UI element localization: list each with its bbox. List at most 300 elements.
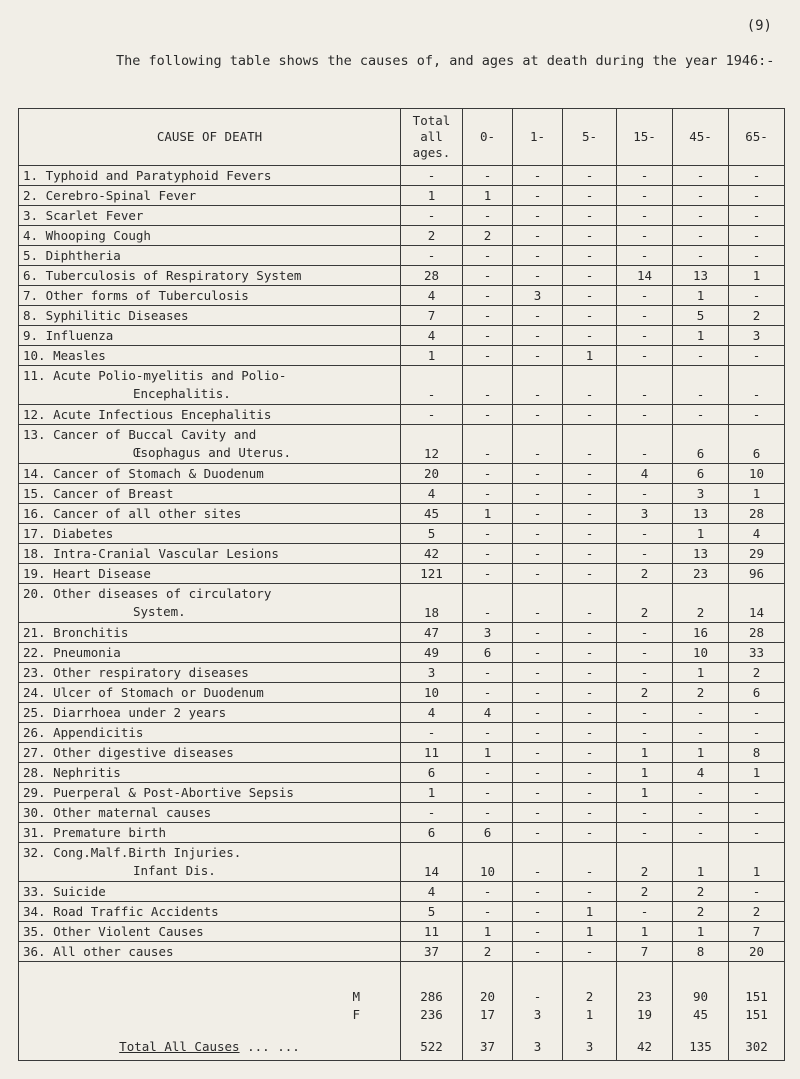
table-row bbox=[19, 843, 785, 882]
age-cell: 2 bbox=[617, 843, 673, 882]
table-row bbox=[19, 504, 785, 524]
age-cell: - bbox=[617, 703, 673, 723]
age-cell: 2 bbox=[729, 306, 785, 326]
page-number: (9) bbox=[746, 18, 772, 34]
age-cell: - bbox=[673, 803, 729, 823]
age-cell: 13 bbox=[673, 266, 729, 286]
table-row bbox=[19, 166, 785, 186]
cause-cell: 9. Influenza bbox=[19, 326, 401, 346]
total-label: Total All Causes ... ... bbox=[19, 1024, 401, 1061]
age-header-45: 45- bbox=[673, 109, 729, 166]
age-cell: 1 bbox=[673, 663, 729, 683]
age-cell: - bbox=[617, 544, 673, 564]
table-row bbox=[19, 544, 785, 564]
age-cell: - bbox=[729, 366, 785, 405]
age-cell: - bbox=[513, 425, 563, 464]
age-cell: 7 bbox=[729, 922, 785, 942]
age-cell: 2 bbox=[617, 564, 673, 584]
total-cell: 4 bbox=[401, 882, 463, 902]
total-age-5: 3 bbox=[563, 1024, 617, 1061]
table-row bbox=[19, 902, 785, 922]
age-cell: - bbox=[563, 366, 617, 405]
age-cell: - bbox=[617, 346, 673, 366]
total-cell: 6 bbox=[401, 823, 463, 843]
age-cell: - bbox=[563, 326, 617, 346]
age-cell: - bbox=[463, 306, 513, 326]
table-row bbox=[19, 942, 785, 962]
total-cell: 1 bbox=[401, 346, 463, 366]
cause-cell: 28. Nephritis bbox=[19, 763, 401, 783]
header-row bbox=[19, 109, 785, 166]
cause-cell: 7. Other forms of Tuberculosis bbox=[19, 286, 401, 306]
total-cell: 1 bbox=[401, 186, 463, 206]
table-row bbox=[19, 803, 785, 823]
age-cell: 6 bbox=[673, 425, 729, 464]
age-cell: - bbox=[513, 564, 563, 584]
total-cell: 6 bbox=[401, 763, 463, 783]
age-cell: - bbox=[463, 484, 513, 504]
age-header-15: 15- bbox=[617, 109, 673, 166]
age-cell: - bbox=[563, 723, 617, 743]
total-cell: - bbox=[401, 166, 463, 186]
age-cell: 20 bbox=[729, 942, 785, 962]
age-cell: 14 bbox=[729, 584, 785, 623]
age-cell: 10 bbox=[729, 464, 785, 484]
total-cell: 4 bbox=[401, 286, 463, 306]
total-cell: 7 bbox=[401, 306, 463, 326]
age-cell: 1 bbox=[463, 504, 513, 524]
age-cell: - bbox=[563, 763, 617, 783]
age-cell: - bbox=[513, 464, 563, 484]
age-header-5: 5- bbox=[563, 109, 617, 166]
age-cell: 8 bbox=[673, 942, 729, 962]
intro-text: The following table shows the causes of, and ages at death during the year 1946:- bbox=[116, 53, 775, 69]
female-label: F bbox=[19, 1006, 401, 1024]
age-cell: - bbox=[729, 186, 785, 206]
male-age-45: 90 bbox=[673, 974, 729, 1006]
age-cell: - bbox=[563, 226, 617, 246]
cause-cell: 21. Bronchitis bbox=[19, 623, 401, 643]
age-cell: 1 bbox=[673, 843, 729, 882]
age-cell: - bbox=[463, 166, 513, 186]
age-cell: - bbox=[729, 823, 785, 843]
age-cell: - bbox=[617, 326, 673, 346]
age-cell: - bbox=[563, 803, 617, 823]
age-cell: 1 bbox=[729, 763, 785, 783]
age-cell: - bbox=[513, 326, 563, 346]
cause-cell: 2. Cerebro-Spinal Fever bbox=[19, 186, 401, 206]
age-cell: - bbox=[563, 484, 617, 504]
total-cell: 12 bbox=[401, 425, 463, 464]
age-cell: - bbox=[463, 882, 513, 902]
age-cell: - bbox=[617, 803, 673, 823]
total-cell: - bbox=[401, 405, 463, 425]
age-cell: - bbox=[513, 484, 563, 504]
total-cell: 5 bbox=[401, 524, 463, 544]
total-cell: 4 bbox=[401, 484, 463, 504]
total-cell: 14 bbox=[401, 843, 463, 882]
age-cell: 8 bbox=[729, 743, 785, 763]
table-row bbox=[19, 206, 785, 226]
cause-cell: 6. Tuberculosis of Respiratory System bbox=[19, 266, 401, 286]
male-age-15: 23 bbox=[617, 974, 673, 1006]
cause-cell: 13. Cancer of Buccal Cavity and Œsophagus and Uterus. bbox=[19, 425, 401, 464]
age-cell: - bbox=[673, 703, 729, 723]
age-cell: 3 bbox=[617, 504, 673, 524]
age-cell: 1 bbox=[729, 266, 785, 286]
age-cell: - bbox=[673, 783, 729, 803]
age-cell: - bbox=[513, 643, 563, 663]
age-cell: - bbox=[563, 524, 617, 544]
age-cell: - bbox=[729, 882, 785, 902]
age-cell: - bbox=[617, 246, 673, 266]
age-cell: - bbox=[513, 584, 563, 623]
age-cell: - bbox=[729, 783, 785, 803]
cause-cell: 12. Acute Infectious Encephalitis bbox=[19, 405, 401, 425]
cause-cell: 31. Premature birth bbox=[19, 823, 401, 843]
age-cell: - bbox=[513, 504, 563, 524]
cause-cell: 19. Heart Disease bbox=[19, 564, 401, 584]
age-cell: - bbox=[463, 584, 513, 623]
cause-cell: 3. Scarlet Fever bbox=[19, 206, 401, 226]
cause-cell: 15. Cancer of Breast bbox=[19, 484, 401, 504]
table-row bbox=[19, 643, 785, 663]
age-cell: 2 bbox=[673, 902, 729, 922]
age-cell: - bbox=[617, 643, 673, 663]
age-cell: - bbox=[513, 246, 563, 266]
age-cell: - bbox=[729, 703, 785, 723]
age-cell: - bbox=[617, 902, 673, 922]
age-cell: - bbox=[563, 743, 617, 763]
causes-of-death-table bbox=[18, 108, 785, 1061]
male-age-1: - bbox=[513, 974, 563, 1006]
age-cell: - bbox=[513, 882, 563, 902]
age-cell: - bbox=[513, 723, 563, 743]
cause-cell: 16. Cancer of all other sites bbox=[19, 504, 401, 524]
female-row bbox=[19, 1006, 785, 1024]
age-cell: - bbox=[563, 663, 617, 683]
spacer-row bbox=[19, 962, 785, 975]
age-cell: - bbox=[463, 286, 513, 306]
table-row bbox=[19, 763, 785, 783]
table-row bbox=[19, 823, 785, 843]
age-cell: 1 bbox=[729, 484, 785, 504]
age-cell: - bbox=[463, 723, 513, 743]
cause-cell: 10. Measles bbox=[19, 346, 401, 366]
age-cell: - bbox=[563, 623, 617, 643]
age-cell: - bbox=[563, 564, 617, 584]
age-cell: 4 bbox=[673, 763, 729, 783]
age-cell: - bbox=[513, 902, 563, 922]
age-cell: - bbox=[673, 186, 729, 206]
age-cell: - bbox=[513, 823, 563, 843]
cause-cell: 4. Whooping Cough bbox=[19, 226, 401, 246]
table-row bbox=[19, 743, 785, 763]
total-cell: 2 bbox=[401, 226, 463, 246]
table-row bbox=[19, 326, 785, 346]
age-cell: 10 bbox=[673, 643, 729, 663]
age-cell: - bbox=[673, 723, 729, 743]
age-cell: - bbox=[617, 366, 673, 405]
age-header-65: 65- bbox=[729, 109, 785, 166]
age-cell: - bbox=[729, 346, 785, 366]
table-row bbox=[19, 723, 785, 743]
age-cell: - bbox=[463, 902, 513, 922]
age-cell: - bbox=[463, 783, 513, 803]
age-cell: - bbox=[513, 803, 563, 823]
age-cell: - bbox=[729, 206, 785, 226]
age-cell: - bbox=[617, 166, 673, 186]
total-cell: 20 bbox=[401, 464, 463, 484]
total-cell: 42 bbox=[401, 544, 463, 564]
cause-cell: 25. Diarrhoea under 2 years bbox=[19, 703, 401, 723]
table-row bbox=[19, 783, 785, 803]
age-cell: - bbox=[729, 166, 785, 186]
age-cell: 16 bbox=[673, 623, 729, 643]
age-cell: 28 bbox=[729, 623, 785, 643]
cause-cell: 14. Cancer of Stomach & Duodenum bbox=[19, 464, 401, 484]
age-cell: - bbox=[563, 783, 617, 803]
age-cell: - bbox=[513, 683, 563, 703]
age-cell: 6 bbox=[463, 643, 513, 663]
age-cell: 23 bbox=[673, 564, 729, 584]
female-age-5: 1 bbox=[563, 1006, 617, 1024]
age-cell: - bbox=[463, 683, 513, 703]
age-cell: - bbox=[563, 464, 617, 484]
age-cell: - bbox=[563, 584, 617, 623]
age-cell: - bbox=[617, 286, 673, 306]
age-cell: - bbox=[563, 306, 617, 326]
female-age-65: 151 bbox=[729, 1006, 785, 1024]
age-cell: - bbox=[617, 524, 673, 544]
cause-cell: 24. Ulcer of Stomach or Duodenum bbox=[19, 683, 401, 703]
age-header-0: 0- bbox=[463, 109, 513, 166]
age-cell: 1 bbox=[617, 783, 673, 803]
table-row bbox=[19, 306, 785, 326]
cause-cell: 20. Other diseases of circulatory System. bbox=[19, 584, 401, 623]
age-cell: - bbox=[563, 882, 617, 902]
total-age-45: 135 bbox=[673, 1024, 729, 1061]
table-row bbox=[19, 683, 785, 703]
cause-cell: 11. Acute Polio-myelitis and Polio- Encephalitis. bbox=[19, 366, 401, 405]
age-cell: - bbox=[513, 843, 563, 882]
cause-cell: 8. Syphilitic Diseases bbox=[19, 306, 401, 326]
age-cell: - bbox=[563, 703, 617, 723]
age-cell: - bbox=[513, 206, 563, 226]
total-cell: 28 bbox=[401, 266, 463, 286]
total-cell: 4 bbox=[401, 326, 463, 346]
cause-cell: 34. Road Traffic Accidents bbox=[19, 902, 401, 922]
age-cell: - bbox=[617, 823, 673, 843]
age-cell: - bbox=[673, 823, 729, 843]
age-cell: - bbox=[463, 346, 513, 366]
total-cell: 3 bbox=[401, 663, 463, 683]
age-cell: 3 bbox=[673, 484, 729, 504]
age-cell: - bbox=[463, 524, 513, 544]
age-cell: - bbox=[513, 226, 563, 246]
total-cell: 121 bbox=[401, 564, 463, 584]
cause-cell: 35. Other Violent Causes bbox=[19, 922, 401, 942]
age-cell: - bbox=[617, 723, 673, 743]
age-cell: - bbox=[513, 405, 563, 425]
table-row bbox=[19, 464, 785, 484]
age-cell: - bbox=[513, 623, 563, 643]
age-cell: 2 bbox=[463, 226, 513, 246]
age-cell: 4 bbox=[463, 703, 513, 723]
age-cell: - bbox=[513, 703, 563, 723]
age-cell: - bbox=[729, 405, 785, 425]
male-age-65: 151 bbox=[729, 974, 785, 1006]
age-cell: - bbox=[617, 663, 673, 683]
age-cell: 2 bbox=[729, 902, 785, 922]
age-cell: 2 bbox=[617, 882, 673, 902]
age-cell: - bbox=[513, 306, 563, 326]
age-cell: - bbox=[463, 366, 513, 405]
age-cell: - bbox=[563, 246, 617, 266]
age-cell: 4 bbox=[729, 524, 785, 544]
age-cell: 1 bbox=[463, 922, 513, 942]
age-cell: - bbox=[513, 763, 563, 783]
age-cell: - bbox=[563, 405, 617, 425]
age-cell: - bbox=[617, 484, 673, 504]
age-cell: - bbox=[673, 366, 729, 405]
total-cell: 11 bbox=[401, 743, 463, 763]
table-row bbox=[19, 484, 785, 504]
total-age-0: 37 bbox=[463, 1024, 513, 1061]
male-age-0: 20 bbox=[463, 974, 513, 1006]
total-cell: 47 bbox=[401, 623, 463, 643]
age-cell: - bbox=[463, 405, 513, 425]
age-cell: - bbox=[513, 922, 563, 942]
table-row bbox=[19, 663, 785, 683]
age-cell: 1 bbox=[617, 763, 673, 783]
total-cell: - bbox=[401, 206, 463, 226]
age-cell: - bbox=[729, 226, 785, 246]
age-cell: - bbox=[617, 306, 673, 326]
table-row bbox=[19, 246, 785, 266]
age-cell: 4 bbox=[617, 464, 673, 484]
table-row bbox=[19, 186, 785, 206]
age-cell: - bbox=[563, 942, 617, 962]
age-cell: - bbox=[617, 623, 673, 643]
age-cell: 1 bbox=[673, 743, 729, 763]
age-cell: - bbox=[563, 166, 617, 186]
cause-cell: 36. All other causes bbox=[19, 942, 401, 962]
table-row bbox=[19, 226, 785, 246]
age-cell: 1 bbox=[617, 743, 673, 763]
total-cell: 10 bbox=[401, 683, 463, 703]
total-cell: 11 bbox=[401, 922, 463, 942]
male-label: M bbox=[19, 974, 401, 1006]
age-cell: - bbox=[513, 266, 563, 286]
age-cell: - bbox=[673, 246, 729, 266]
table-row bbox=[19, 623, 785, 643]
age-cell: 33 bbox=[729, 643, 785, 663]
total-cell: - bbox=[401, 246, 463, 266]
table-row bbox=[19, 564, 785, 584]
total-cell: - bbox=[401, 366, 463, 405]
table-row bbox=[19, 405, 785, 425]
age-cell: - bbox=[729, 803, 785, 823]
age-cell: 29 bbox=[729, 544, 785, 564]
age-cell: - bbox=[563, 823, 617, 843]
age-cell: - bbox=[513, 366, 563, 405]
age-cell: - bbox=[463, 564, 513, 584]
table-row bbox=[19, 584, 785, 623]
total-header: Total all ages. bbox=[401, 109, 463, 166]
table-row bbox=[19, 286, 785, 306]
age-cell: - bbox=[673, 206, 729, 226]
age-cell: - bbox=[563, 683, 617, 703]
age-cell: - bbox=[513, 166, 563, 186]
age-cell: 10 bbox=[463, 843, 513, 882]
age-cell: 5 bbox=[673, 306, 729, 326]
age-cell: - bbox=[563, 266, 617, 286]
age-cell: - bbox=[463, 663, 513, 683]
table-row bbox=[19, 524, 785, 544]
cause-cell: 26. Appendicitis bbox=[19, 723, 401, 743]
age-cell: - bbox=[617, 186, 673, 206]
age-cell: - bbox=[563, 206, 617, 226]
total-cell: 4 bbox=[401, 703, 463, 723]
total-cell: 18 bbox=[401, 584, 463, 623]
age-cell: 7 bbox=[617, 942, 673, 962]
cause-cell: 23. Other respiratory diseases bbox=[19, 663, 401, 683]
cause-header: CAUSE OF DEATH bbox=[19, 109, 401, 166]
age-cell: 2 bbox=[617, 584, 673, 623]
age-cell: 2 bbox=[617, 683, 673, 703]
cause-cell: 27. Other digestive diseases bbox=[19, 743, 401, 763]
age-cell: 28 bbox=[729, 504, 785, 524]
total-cell: - bbox=[401, 723, 463, 743]
age-cell: - bbox=[513, 346, 563, 366]
total-row bbox=[19, 1024, 785, 1061]
total-cell: 37 bbox=[401, 942, 463, 962]
age-cell: - bbox=[463, 763, 513, 783]
age-cell: 1 bbox=[617, 922, 673, 942]
age-cell: 1 bbox=[673, 286, 729, 306]
age-cell: - bbox=[673, 346, 729, 366]
age-header-1: 1- bbox=[513, 109, 563, 166]
table-row bbox=[19, 922, 785, 942]
age-cell: - bbox=[729, 286, 785, 306]
cause-cell: 32. Cong.Malf.Birth Injuries. Infant Dis. bbox=[19, 843, 401, 882]
age-cell: 2 bbox=[673, 882, 729, 902]
age-cell: - bbox=[673, 226, 729, 246]
male-row bbox=[19, 974, 785, 1006]
age-cell: - bbox=[617, 226, 673, 246]
total-cell: - bbox=[401, 803, 463, 823]
age-cell: 1 bbox=[563, 346, 617, 366]
male-age-5: 2 bbox=[563, 974, 617, 1006]
age-cell: - bbox=[729, 723, 785, 743]
age-cell: - bbox=[513, 783, 563, 803]
age-cell: - bbox=[563, 643, 617, 663]
age-cell: 13 bbox=[673, 504, 729, 524]
total-cell: 49 bbox=[401, 643, 463, 663]
age-cell: - bbox=[513, 942, 563, 962]
age-cell: - bbox=[513, 524, 563, 544]
age-cell: - bbox=[513, 544, 563, 564]
age-cell: - bbox=[563, 843, 617, 882]
age-cell: - bbox=[617, 206, 673, 226]
age-cell: - bbox=[617, 405, 673, 425]
cause-cell: 18. Intra-Cranial Vascular Lesions bbox=[19, 544, 401, 564]
table-row bbox=[19, 266, 785, 286]
age-cell: 6 bbox=[463, 823, 513, 843]
cause-cell: 33. Suicide bbox=[19, 882, 401, 902]
table-row bbox=[19, 346, 785, 366]
